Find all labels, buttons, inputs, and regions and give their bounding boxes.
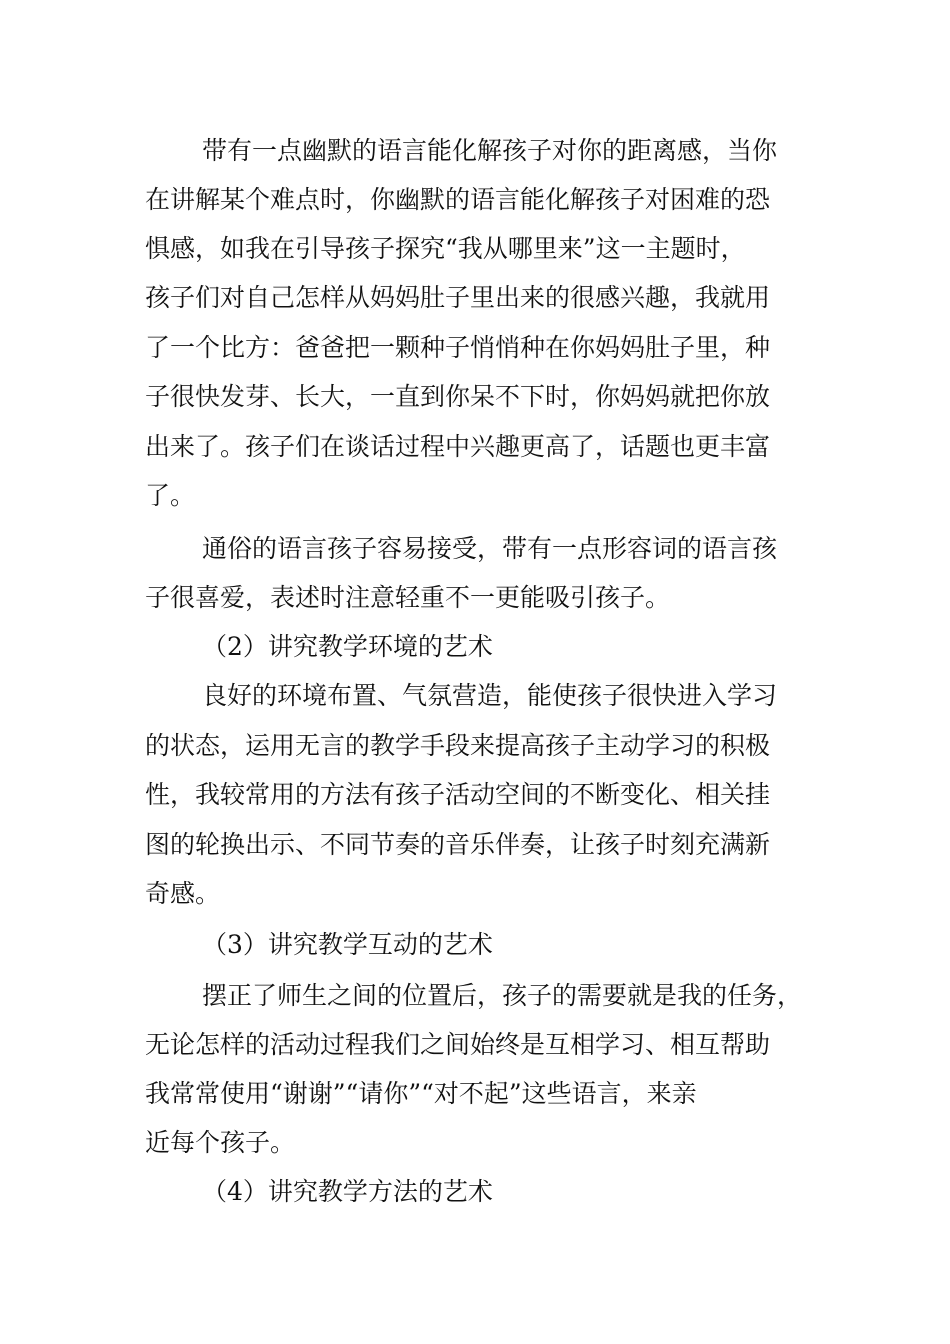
paragraph-line: 奇感。 (145, 879, 221, 908)
paragraph-line: 无论怎样的活动过程我们之间始终是互相学习、相互帮助 (145, 1030, 771, 1059)
paragraph-line: 出来了。孩子们在谈话过程中兴趣更高了，话题也更丰富 (145, 432, 771, 461)
paragraph-line: 性，我较常用的方法有孩子活动空间的不断变化、相关挂 (145, 780, 771, 809)
paragraph-line: 了。 (145, 481, 196, 510)
paragraph-line: 子很快发芽、长大，一直到你呆不下时，你妈妈就把你放 (145, 382, 771, 411)
paragraph-line: 孩子们对自己怎样从妈妈肚子里出来的很感兴趣，我就用 (145, 283, 771, 312)
paragraph-line: 的状态，运用无言的教学手段来提高孩子主动学习的积极 (145, 731, 771, 760)
paragraph-line: 图的轮换出示、不同节奏的音乐伴奏，让孩子时刻充满新 (145, 830, 771, 859)
paragraph-line: 通俗的语言孩子容易接受，带有一点形容词的语言孩 (202, 534, 778, 563)
paragraph-line: 了一个比方：爸爸把一颗种子悄悄种在你妈妈肚子里，种 (145, 333, 771, 362)
section-heading: （3）讲究教学互动的艺术 (202, 930, 493, 959)
paragraph-line: 子很喜爱，表述时注意轻重不一更能吸引孩子。 (145, 583, 671, 612)
paragraph-line: 带有一点幽默的语言能化解孩子对你的距离感，当你 (202, 136, 778, 165)
section-heading: （4）讲究教学方法的艺术 (202, 1177, 493, 1206)
paragraph-line: 良好的环境布置、气氛营造，能使孩子很快进入学习 (202, 681, 778, 710)
section-heading: （2）讲究教学环境的艺术 (202, 632, 493, 661)
paragraph-line: 摆正了师生之间的位置后，孩子的需要就是我的任务， (202, 981, 803, 1010)
paragraph-line: 我常常使用“谢谢”“请你”“对不起”这些语言，来亲 (145, 1079, 697, 1108)
paragraph-line: 近每个孩子。 (145, 1128, 296, 1157)
paragraph-line: 惧感，如我在引导孩子探究“我从哪里来”这一主题时， (145, 234, 746, 263)
paragraph-line: 在讲解某个难点时，你幽默的语言能化解孩子对困难的恐 (145, 185, 771, 214)
